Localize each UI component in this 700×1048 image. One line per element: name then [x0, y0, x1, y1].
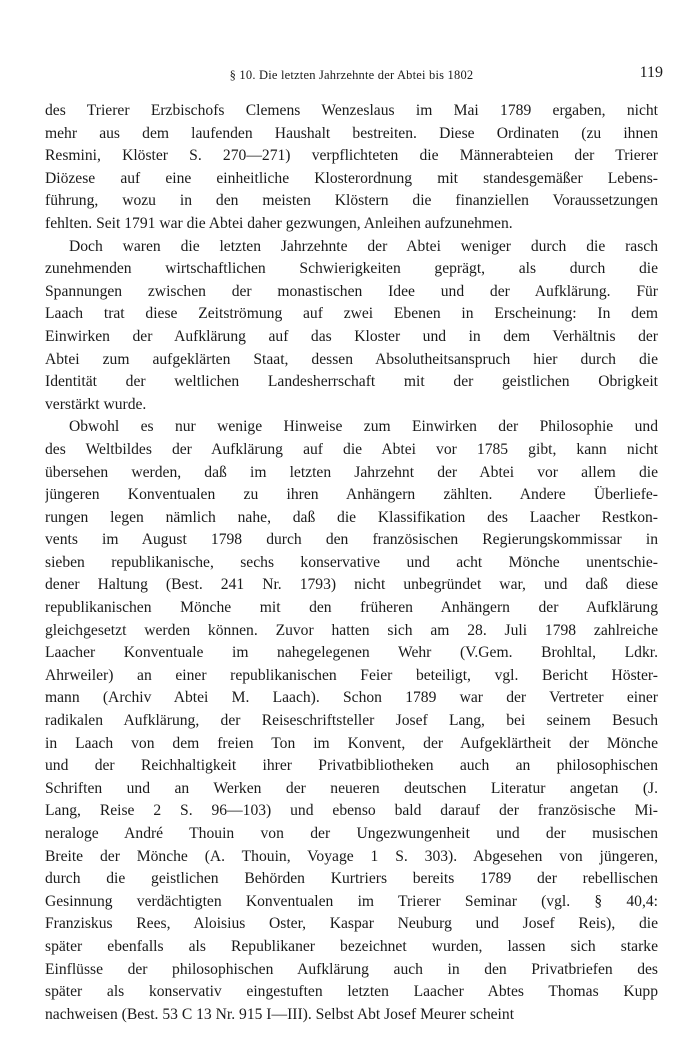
- text-line: Resmini, Klöster S. 270—271) verpflichteten die Männerabteien der Trierer: [45, 147, 658, 165]
- text-line: vents im August 1798 durch den französischen Regierungskommissar in: [45, 531, 658, 549]
- text-line: Gesinnung verdächtigten Konventualen im Trierer Seminar (vgl. § 40,4:: [45, 892, 658, 910]
- text-line: Laacher Konventuale im nahegelegenen Wehr (V.Gem. Brohltal, Ldkr.: [45, 644, 658, 662]
- text-line: Ahrweiler) an einer republikanischen Feier beteiligt, vgl. Bericht Höster-: [45, 666, 658, 684]
- running-head: [40, 64, 663, 86]
- text-line: radikalen Aufklärung, der Reiseschriftsteller Josef Lang, bei seinem Besuch: [45, 712, 658, 730]
- text-line: später ebenfalls als Republikaner bezeichnet wurden, lassen sich starke: [45, 937, 658, 955]
- text-line: Breite der Mönche (A. Thouin, Voyage 1 S. 303). Abgesehen von jüngeren,: [45, 847, 658, 865]
- text-line: Laach trat diese Zeitströmung auf zwei Ebenen in Erscheinung: In dem: [45, 305, 658, 323]
- text-line: Spannungen zwischen der monastischen Idee und der Aufklärung. Für: [45, 282, 658, 300]
- text-line: Doch waren die letzten Jahrzehnte der Abtei weniger durch die rasch: [69, 237, 658, 255]
- text-line: des Trierer Erzbischofs Clemens Wenzeslaus im Mai 1789 ergaben, nicht: [45, 102, 658, 119]
- paragraph: [45, 416, 658, 1026]
- text-line: des Weltbildes der Aufklärung auf die Abtei vor 1785 gibt, kann nicht: [45, 440, 658, 458]
- text-line: Obwohl es nur wenige Hinweise zum Einwirken der Philosophie und: [69, 418, 658, 436]
- text-line: durch die geistlichen Behörden Kurtriers bereits 1789 der rebellischen: [45, 870, 658, 888]
- text-line: Einwirken der Aufklärung auf das Kloster und in dem Verhältnis der: [45, 327, 658, 345]
- text-line: neraloge André Thouin von der Ungezwungenheit und der musischen: [45, 825, 658, 842]
- text-line: jüngeren Konventualen zu ihren Anhängern zählten. Andere Überliefe-: [45, 486, 658, 504]
- text-line: sieben republikanische, sechs konservative und acht Mönche unentschie-: [45, 553, 658, 571]
- page-number: 119: [639, 64, 663, 81]
- text-line: zunehmenden wirtschaftlichen Schwierigkeiten geprägt, als durch die: [45, 260, 658, 278]
- running-title: § 10. Die letzten Jahrzehnte der Abtei bis 1802: [229, 68, 474, 82]
- text-line: mehr aus dem laufenden Haushalt bestreiten. Diese Ordinaten (zu ihnen: [45, 124, 658, 142]
- text-line: Lang, Reise 2 S. 96—103) und ebenso bald darauf der französische Mi-: [45, 802, 658, 820]
- text-line: Identität der weltlichen Landesherrschaft mit der geistlichen Obrigkeit: [45, 373, 658, 391]
- text-line: führung, wozu in den meisten Klöstern die finanziellen Voraussetzungen: [45, 192, 658, 210]
- text-line: Franziskus Rees, Aloisius Oster, Kaspar Neuburg und Josef Reis), die: [45, 915, 658, 933]
- text-line: dener Haltung (Best. 241 Nr. 1793) nicht unbegründet war, und daß diese: [45, 576, 658, 594]
- text-line: Diözese auf eine einheitliche Klosterordnung mit standesgemäßer Lebens-: [45, 169, 658, 187]
- text-line: Einflüsse der philosophischen Aufklärung auch in den Privatbriefen des: [45, 960, 658, 978]
- text-line: und der Reichhaltigkeit ihrer Privatbibliotheken auch an philosophischen: [45, 757, 658, 775]
- body-text: [45, 100, 658, 1026]
- text-line: Schriften und an Werken der neueren deutschen Literatur angetan (J.: [45, 779, 658, 797]
- paragraph: [45, 236, 658, 417]
- text-line: Abtei zum aufgeklärten Staat, dessen Absolutheitsanspruch hier durch die: [45, 350, 658, 368]
- text-line: fehlten. Seit 1791 war die Abtei daher gezwungen, Anleihen aufzunehmen.: [45, 214, 513, 232]
- paragraph: [45, 100, 658, 236]
- text-line: in Laach von dem freien Ton im Konvent, der Aufgeklärtheit der Mönche: [45, 734, 658, 752]
- text-line: später als konservativ eingestuften letzten Laacher Abtes Thomas Kupp: [45, 983, 658, 1001]
- text-line: rungen legen nämlich nahe, daß die Klassifikation des Laacher Restkon-: [45, 508, 658, 526]
- text-line: verstärkt wurde.: [45, 395, 147, 413]
- text-line: mann (Archiv Abtei M. Laach). Schon 1789 war der Vertreter einer: [45, 689, 658, 707]
- text-line: gleichgesetzt werden können. Zuvor hatten sich am 28. Juli 1798 zahlreiche: [45, 621, 658, 639]
- text-line: republikanischen Mönche mit den früheren Anhängern der Aufklärung: [45, 599, 658, 617]
- text-line: übersehen werden, daß im letzten Jahrzehnt der Abtei vor allem die: [45, 463, 658, 481]
- text-line: nachweisen (Best. 53 C 13 Nr. 915 I—III). Selbst Abt Josef Meurer scheint: [45, 1005, 515, 1023]
